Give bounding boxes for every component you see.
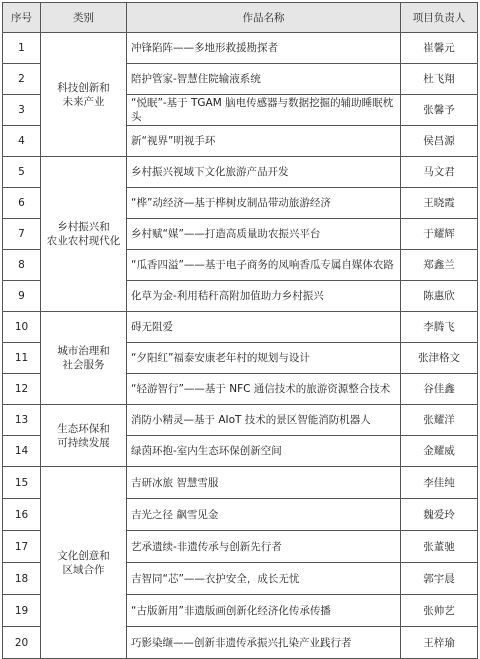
row-number: 16 [3,499,41,531]
project-name: 吉研冰旅 智慧雪服 [127,467,401,499]
project-name: 吉光之径 飙雪见金 [127,499,401,531]
project-name: 乡村赋“媒”——打造高质量助农振兴平台 [127,219,401,250]
project-name: “瓜香四溢”——基于电子商务的凤响香瓜专属自媒体农路 [127,250,401,281]
table-container [2,2,478,659]
row-number: 5 [3,157,41,188]
project-name: 化草为金-利用秸秆高附加值助力乡村振兴 [127,281,401,312]
project-lead: 马文君 [401,157,478,188]
project-lead: 杜飞翔 [401,64,478,95]
header-category: 类别 [41,3,127,33]
category-line-2: 区域合作 [62,563,105,576]
category-line-2: 可持续发展 [57,436,110,449]
row-number: 13 [3,405,41,436]
project-lead: 郑鑫兰 [401,250,478,281]
row-number: 9 [3,281,41,312]
award-table [2,2,478,659]
project-lead: 张董驰 [401,531,478,563]
table-body [3,33,478,659]
category-line-1: 生态环保和 [57,422,110,435]
project-name: 巧影染缬——创新非遗传承振兴扎染产业践行者 [127,627,401,659]
project-lead: 王梓瑜 [401,627,478,659]
category-line-1: 文化创意和 [57,549,110,562]
header-name: 作品名称 [127,3,401,33]
row-number: 14 [3,436,41,467]
header-lead: 项目负责人 [401,3,478,33]
category-line-2: 社会服务 [62,359,105,371]
project-lead: 王晓霞 [401,188,478,219]
category-cell [41,467,127,659]
row-number: 4 [3,126,41,157]
project-name: “桦”动经济—基于桦树皮制品带动旅游经济 [127,188,401,219]
row-number: 15 [3,467,41,499]
project-name: 消防小精灵—基于 AIoT 技术的景区智能消防机器人 [127,405,401,436]
row-number: 18 [3,563,41,595]
row-number: 12 [3,374,41,405]
category-line-2: 未来产业 [62,95,105,108]
row-number: 19 [3,595,41,627]
category-line-2: 农业农村现代化 [46,235,121,247]
project-lead: 魏爱玲 [401,499,478,531]
project-lead: 崔馨元 [401,33,478,64]
project-name: “轻游智行”——基于 NFC 通信技术的旅游资源整合技术 [127,374,401,405]
table-row [3,467,478,499]
category-line-1: 科技创新和 [57,81,110,94]
project-lead: 郭宇晨 [401,563,478,595]
row-number: 8 [3,250,41,281]
project-lead: 于耀辉 [401,219,478,250]
project-name: “古版新用”非遗版画创新化经济化传承传播 [127,595,401,627]
category-cell [41,157,127,312]
row-number: 20 [3,627,41,659]
header-row [3,3,478,33]
project-lead: 金耀威 [401,436,478,467]
project-name: “悦眠”-基于 TGAM 脑电传感器与数据挖掘的辅助睡眠枕头 [127,95,401,126]
project-name: 冲锋陷阵——多地形救援勘探者 [127,33,401,64]
header-no: 序号 [3,3,41,33]
category-cell [41,312,127,405]
project-lead: 张馨予 [401,95,478,126]
row-number: 2 [3,64,41,95]
project-name: 新“视界”明视手环 [127,126,401,157]
project-name: 陪护管家-智慧住院输液系统 [127,64,401,95]
project-lead: 陈惠欣 [401,281,478,312]
project-lead: 李佳纯 [401,467,478,499]
project-name: 吉智同“芯”——衣护安全，成长无忧 [127,563,401,595]
row-number: 11 [3,343,41,374]
project-lead: 侯昌源 [401,126,478,157]
project-name: 绿茵环抱-室内生态环保创新空间 [127,436,401,467]
table-row [3,405,478,436]
table-row [3,157,478,188]
project-lead: 谷佳鑫 [401,374,478,405]
project-name: 艺承遗续-非遗传承与创新先行者 [127,531,401,563]
project-lead: 张耀洋 [401,405,478,436]
row-number: 17 [3,531,41,563]
project-lead: 李腾飞 [401,312,478,343]
row-number: 10 [3,312,41,343]
project-name: “夕阳红”福泰安康老年村的规划与设计 [127,343,401,374]
category-cell [41,405,127,467]
project-name: 碍无阻爱 [127,312,401,343]
row-number: 1 [3,33,41,64]
project-name: 乡村振兴视域下文化旅游产品开发 [127,157,401,188]
row-number: 3 [3,95,41,126]
row-number: 6 [3,188,41,219]
table-row [3,312,478,343]
category-line-1: 乡村振兴和 [57,221,110,233]
project-lead: 张帅艺 [401,595,478,627]
category-cell [41,33,127,157]
category-line-1: 城市治理和 [57,345,110,357]
table-row [3,33,478,64]
project-lead: 张津格文 [401,343,478,374]
row-number: 7 [3,219,41,250]
